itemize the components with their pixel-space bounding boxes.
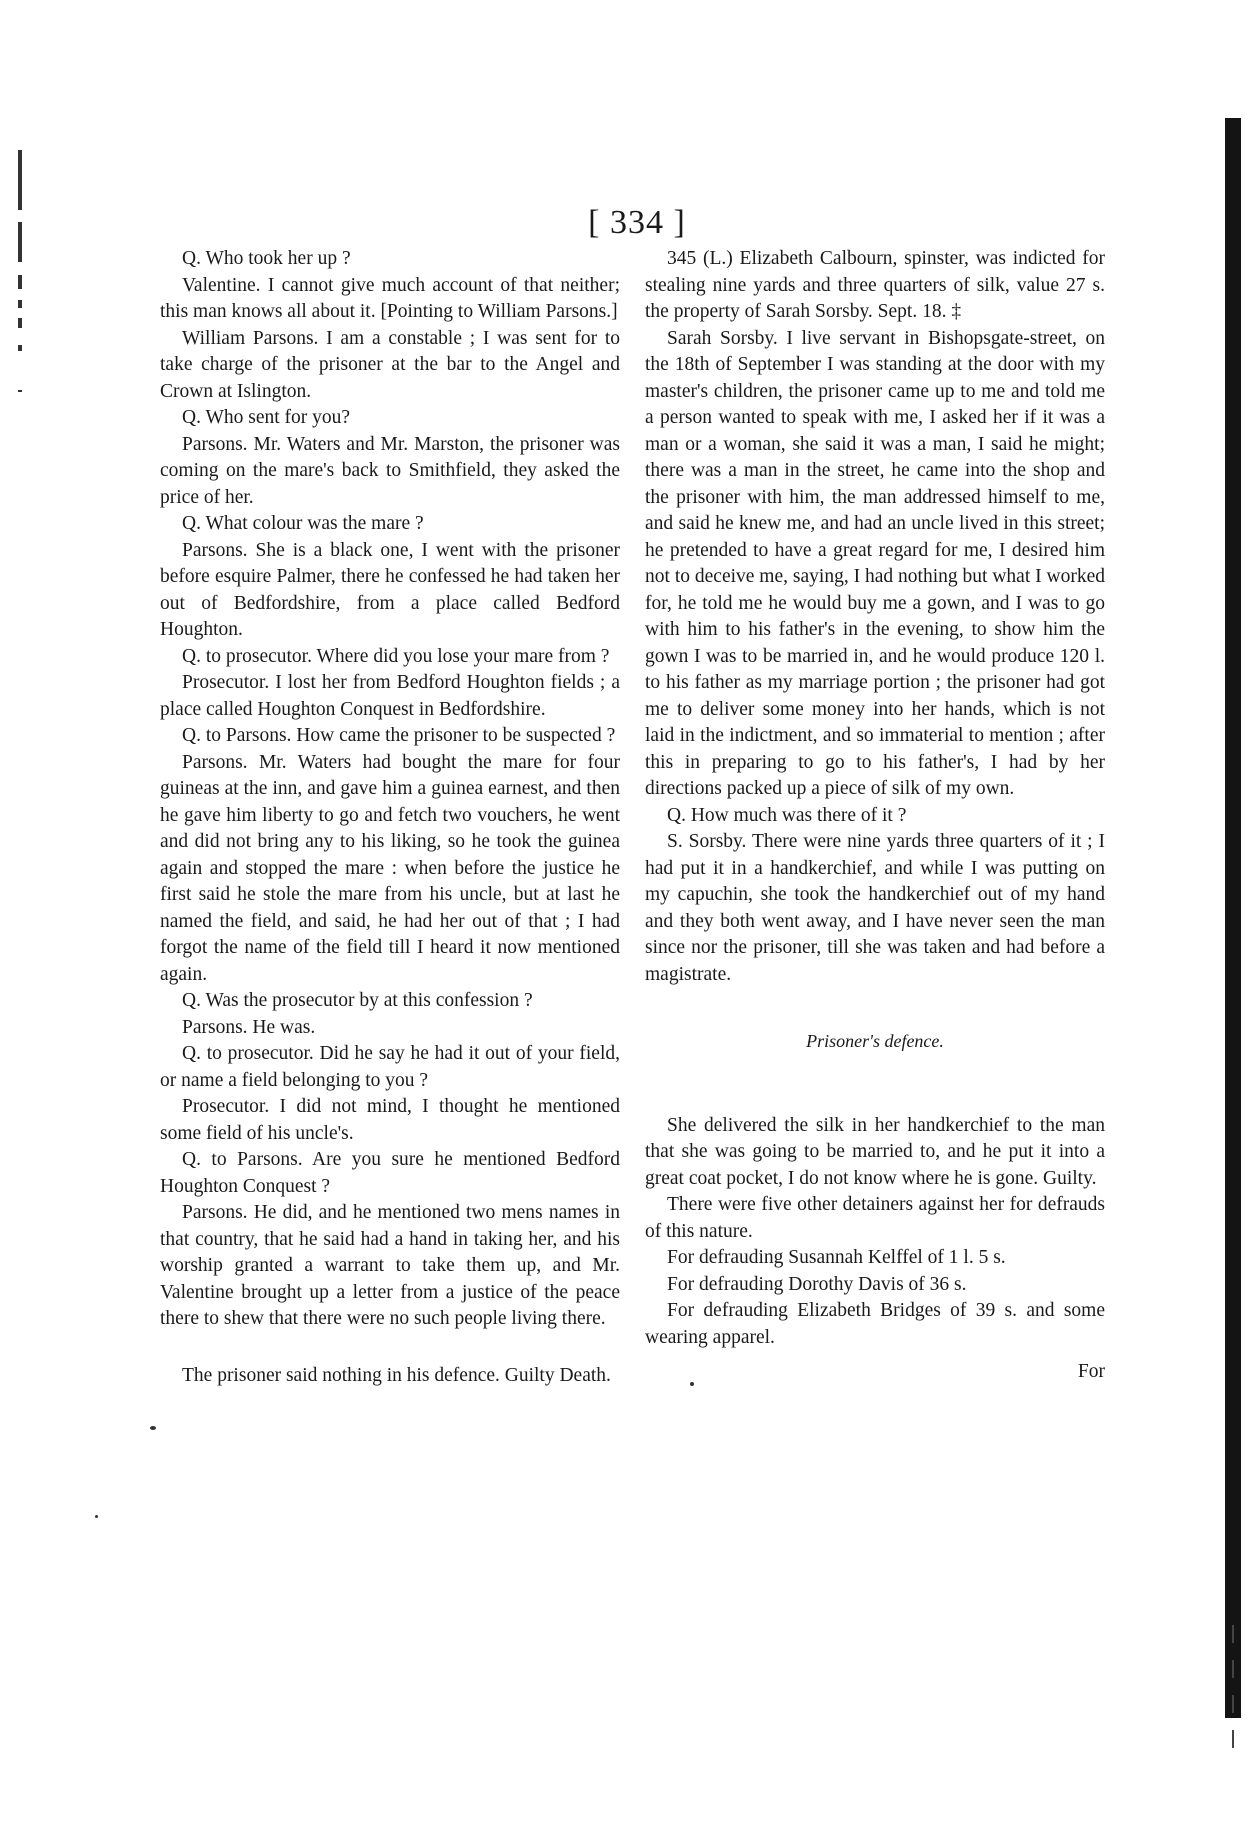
defrauding-davis: For defrauding Dorothy Davis of 36 s. <box>667 1273 967 1295</box>
verdict-guilty-death: The prisoner said nothing in his defence. Guilty Death. <box>182 1364 611 1386</box>
parsons-black-mare: Parsons. She is a black one, I went with the prisoner before esquire Palmer, there he confessed he had taken her out of Bedfordshire, from a place called Bedford Houghton. <box>160 539 620 640</box>
prisoners-defence-heading: Prisoner's defence. <box>806 1031 944 1051</box>
scan-speck <box>690 1382 694 1386</box>
parsons-he-was: Parsons. He was. <box>182 1016 316 1038</box>
sarah-sorsby-testimony: Sarah Sorsby. I live servant in Bishopsgate-street, on the 18th of September I was standing at the door with my master's children, the prisoner came up to me and told me a person wanted to speak with me, I asked her if it was a man or a woman, she said it was a man, I said he might; there was a man in the street, he came into the shop and the prisoner with him, the man addressed himself to me, and said he knew me, and had an uncle lived in this street; he pretended to have a great regard for me, I desired him not to deceive me, saying, I had nothing but what I worked for, he told me he would buy me a gown, and I was to go with him to his father's in the evening, to show him the gown I was to be married in, and he would produce 120 l. to his father as my marriage portion ; the prisoner had got me to deliver some money into her hands, which is not laid in the indictment, and so immaterial to mention ; after this in preparing to go to his father's, I had by her directions packed up a piece of silk of my own. <box>645 327 1105 799</box>
question-prosecutor-by: Q. Was the prosecutor by at this confession ? <box>182 990 533 1011</box>
parsons-testimony-constable: William Parsons. I am a constable ; I was sent for to take charge of the prisoner at the bar to the Angel and Crown at Islington. <box>160 327 620 402</box>
right-column <box>645 246 1105 1386</box>
catchword: For <box>1077 1361 1105 1382</box>
sorsby-nine-yards: S. Sorsby. There were nine yards three quarters of it ; I had put it in a handkerchief, and while I was putting on my capuchin, she took the handkerchief out of my hand and they both went away, and I have never seen the man since nor the prisoner, till she was taken and had before a magistrate. <box>645 831 1105 985</box>
scan-edge-shadow <box>1225 118 1241 1718</box>
question-your-field: Q. to prosecutor. Did he say he had it out of your field, or name a field belonging to you ? <box>160 1043 620 1091</box>
page-number: [ 334 ] <box>588 204 686 241</box>
question-to-prosecutor-lose: Q. to prosecutor. Where did you lose your mare from ? <box>182 645 610 667</box>
scan-left-margin-marks <box>18 150 24 400</box>
valentine-testimony: Valentine. I cannot give much account of that neither; this man knows all about it. [Pointing to William Parsons.] <box>160 274 620 322</box>
question-who-sent: Q. Who sent for you? <box>182 407 351 428</box>
scan-speck <box>150 1426 156 1430</box>
case-345-indictment: 345 (L.) Elizabeth Calbourn, spinster, was indicted for stealing nine yards and three quarters of silk, value 27 s. the property of Sarah Sorsby. Sept. 18. ‡ <box>645 248 1105 322</box>
left-column <box>160 246 620 1389</box>
prosecutor-lost-her: Prosecutor. I lost her from Bedford Houghton fields ; a place called Houghton Conquest in Bedfordshire. <box>160 672 620 720</box>
defrauding-bridges: For defrauding Elizabeth Bridges of 39 s. and some wearing apparel. <box>645 1300 1105 1348</box>
prosecutor-did-not-mind: Prosecutor. I did not mind, I thought he mentioned some field of his uncle's. <box>160 1096 620 1144</box>
parsons-waters-marston: Parsons. Mr. Waters and Mr. Marston, the prisoner was coming on the mare's back to Smithfield, they asked the price of her. <box>160 433 620 508</box>
defence-statement: She delivered the silk in her handkerchief to the man that she was going to be married to, and he put it into a great coat pocket, I do not know where he is gone. Guilty. <box>645 1114 1105 1189</box>
other-detainers: There were five other detainers against her for defrauds of this nature. <box>645 1194 1105 1242</box>
question-who-took-her-up: Q. Who took her up ? <box>182 248 351 269</box>
question-sure-mentioned: Q. to Parsons. Are you sure he mentioned Bedford Houghton Conquest ? <box>160 1149 620 1197</box>
question-mare-colour: Q. What colour was the mare ? <box>182 513 424 534</box>
scan-speck <box>95 1515 98 1518</box>
parsons-four-guineas: Parsons. Mr. Waters had bought the mare for four guineas at the inn, and gave him a guinea earnest, and then he gave him liberty to go and fetch two vouchers, he went and did not bring any to his liking, so he took the guinea again and stopped the mare : when before the justice he first said he stole the mare from his uncle, but at last he named the field, and said, he had her out of that ; I had forgot the name of the field till I heard it now mentioned again. <box>160 751 620 985</box>
question-how-much: Q. How much was there of it ? <box>667 804 907 826</box>
question-suspected: Q. to Parsons. How came the prisoner to be suspected ? <box>182 725 616 746</box>
parsons-two-mens-names: Parsons. He did, and he mentioned two mens names in that country, that he said had a hand in taking her, and his worship granted a warrant to take them up, and Mr. Valentine brought up a letter from a justice of the peace there to shew that there were no such people living there. <box>160 1202 620 1329</box>
defrauding-kelffel: For defrauding Susannah Kelffel of 1 l. 5 s. <box>667 1247 1006 1268</box>
